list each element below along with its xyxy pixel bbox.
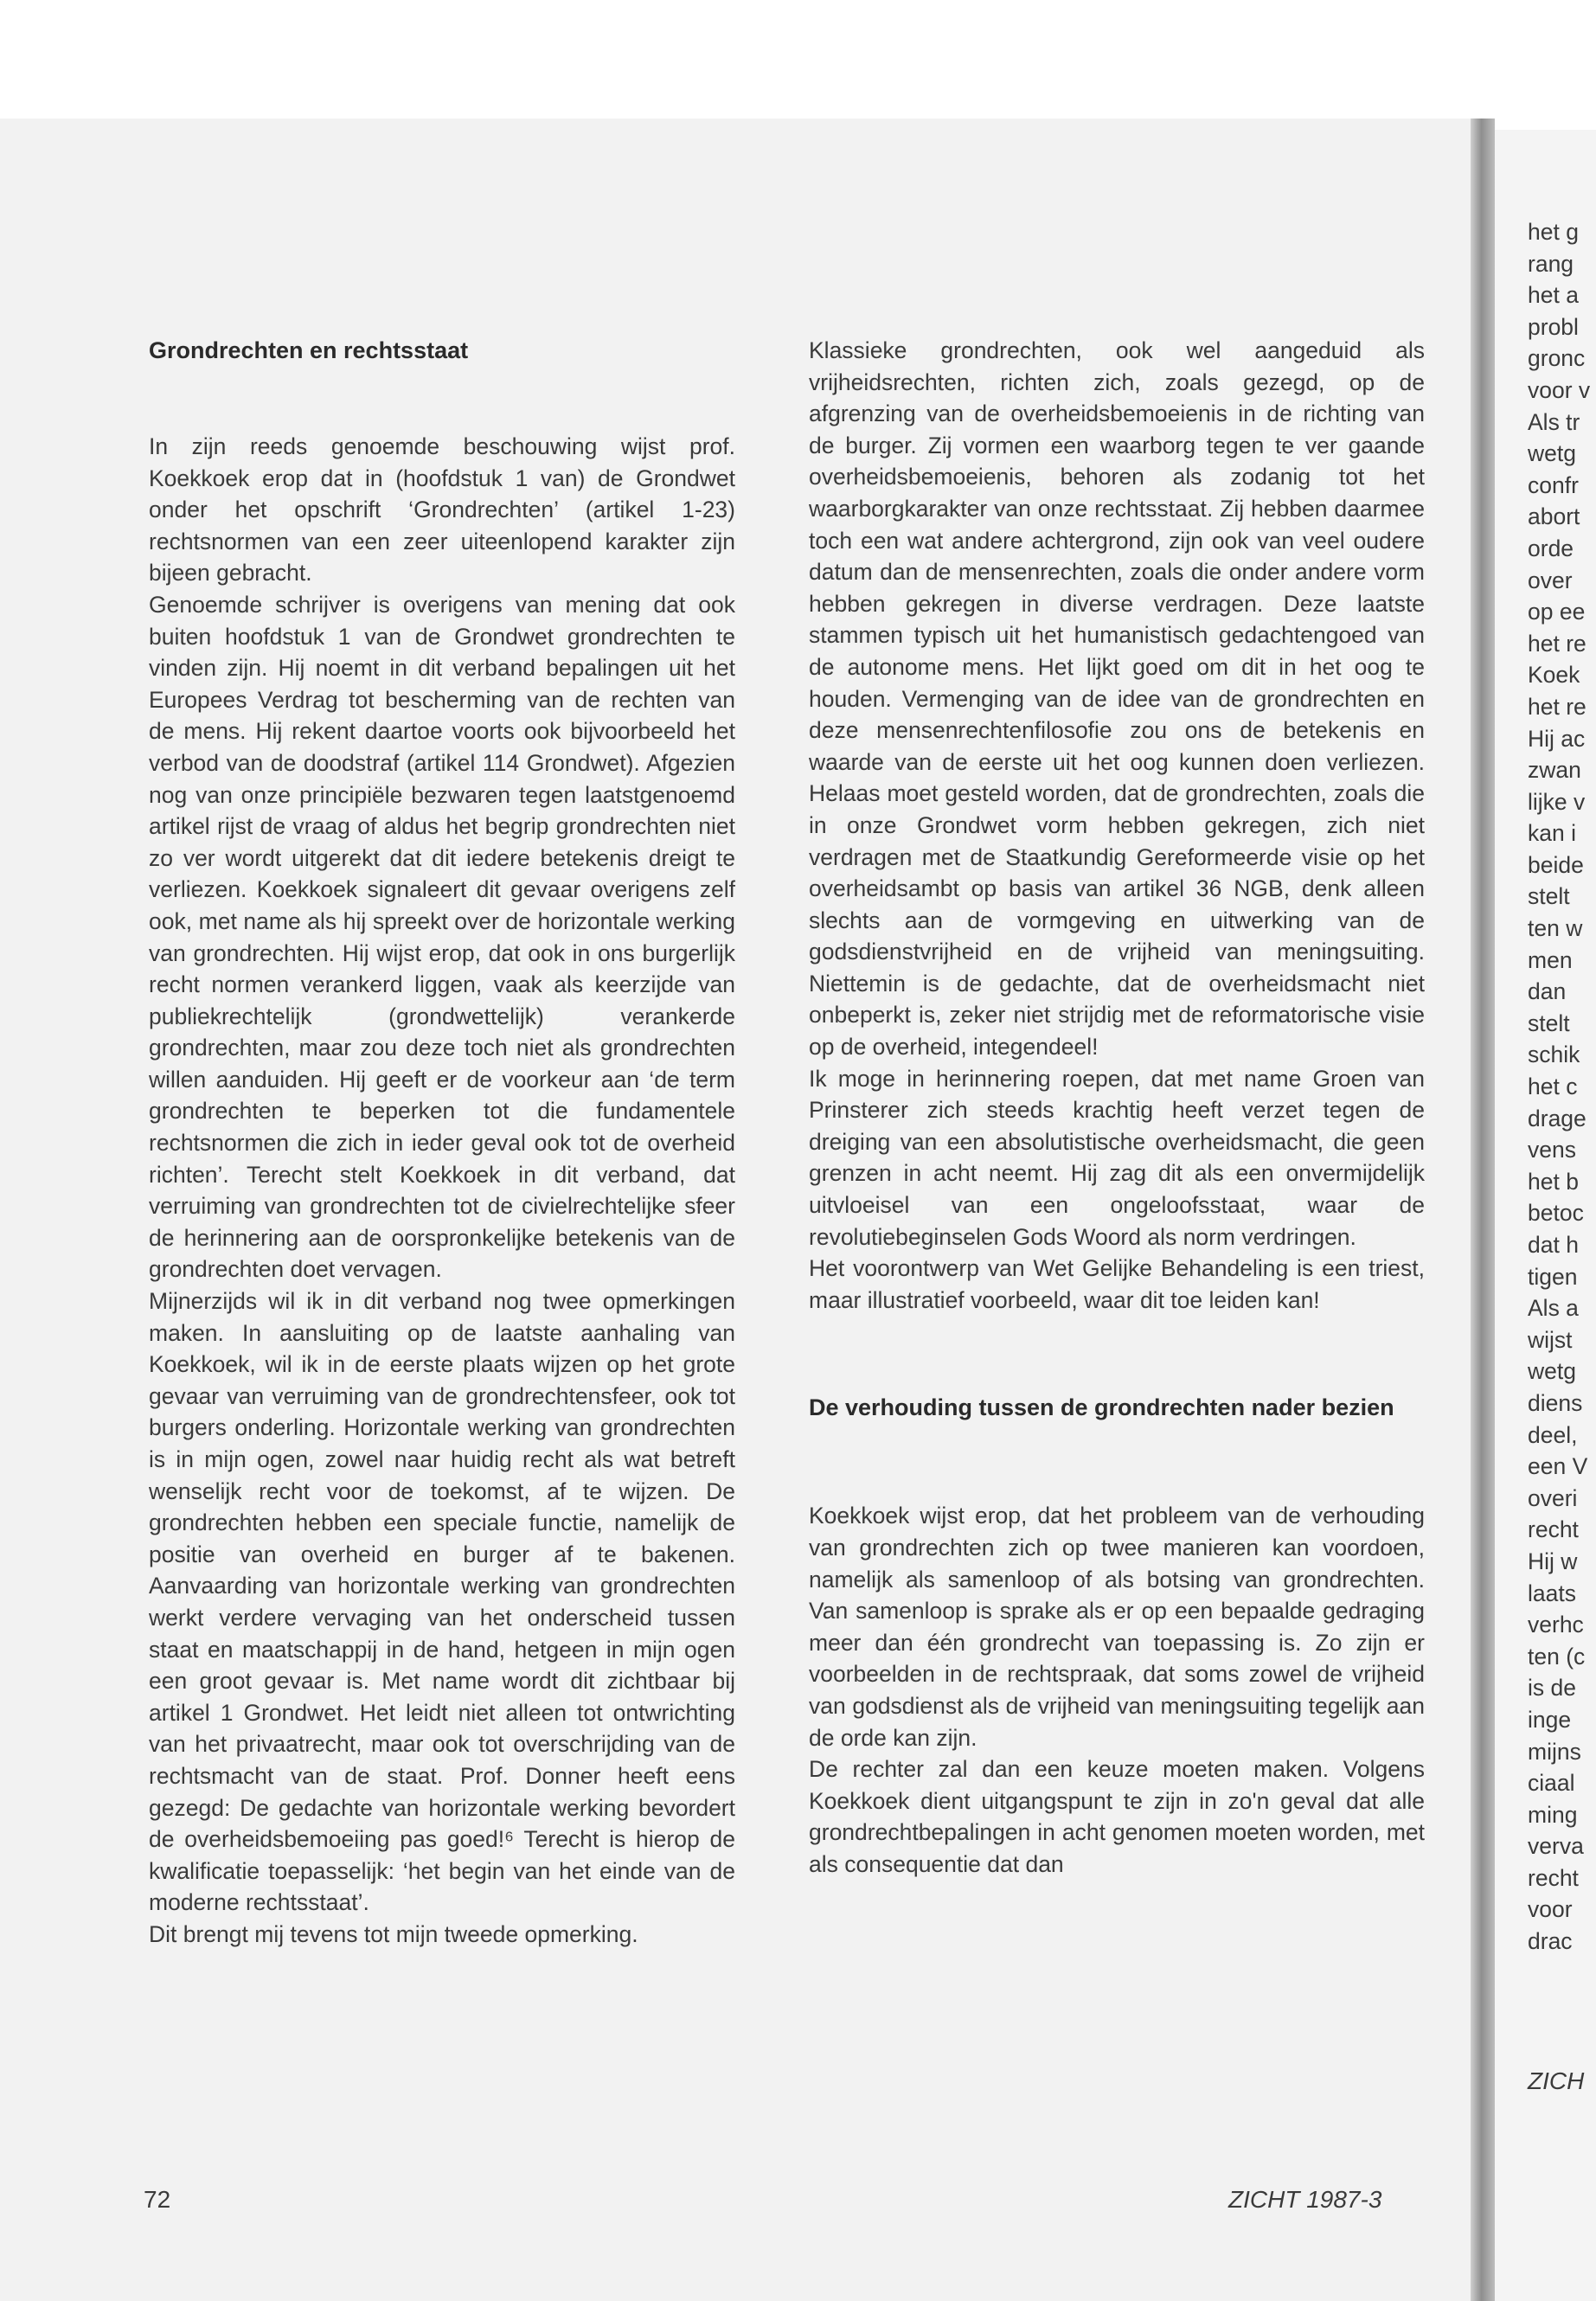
text-fragment: orde <box>1528 535 1574 561</box>
text-fragment: het a <box>1528 282 1579 309</box>
magazine-page-right-cropped <box>1495 130 1596 2301</box>
text-fragment: drage <box>1528 1105 1586 1131</box>
paragraph: Dit brengt mij tevens tot mijn tweede opmerking. <box>149 1920 638 1947</box>
left-column <box>149 335 735 1951</box>
text-fragment: het g <box>1528 219 1579 245</box>
text-fragment: zwan <box>1528 757 1581 784</box>
text-fragment: recht <box>1528 1516 1579 1543</box>
text-fragment: deel, <box>1528 1421 1578 1448</box>
text-fragment: voor v <box>1528 376 1591 403</box>
text-fragment: ten (c <box>1528 1643 1586 1670</box>
text-fragment: voor <box>1528 1896 1573 1923</box>
text-fragment: Hij w <box>1528 1548 1578 1574</box>
paragraph: Mijnerzijds wil ik in dit verband nog twee opmerkingen maken. In aansluiting op de laatste aanhaling van Koekkoek, wil ik in de eerste plaats wijzen op het grote gevaar van verruiming van de grondrechtensfeer, ook tot burgers onderling. Horizontale werking van grondrechten is in mijn ogen, zowel naar huidig recht als wat betreft wenselijk recht voor de toekomst, af te wijzen. De grondrechten hebben een speciale functie, namelijk de positie van overheid en burger af te bakenen. Aanvaarding van horizontale werking van grondrechten werkt verdere vervaging van het onderscheid tussen staat en maatschappij in de hand, hetgeen in mijn ogen een groot gevaar is. Met name wordt dit zichtbaar bij artikel 1 Grondwet. Het leidt niet alleen tot ontwrichting van het privaatrecht, maar ook tot overschrijding van de rechtsmacht van de staat. Prof. Donner heeft eens gezegd: De gedachte van horizontale werking bevordert de overheidsbemoeiing pas goed!⁶ Terecht is hierop de kwalificatie toepasselijk: ‘het begin van het einde van de moderne rechtsstaat’. <box>149 1288 735 1916</box>
text-fragment: mijns <box>1528 1738 1581 1765</box>
text-fragment: Hij ac <box>1528 725 1586 752</box>
text-fragment: dat h <box>1528 1232 1579 1258</box>
text-fragment: gronc <box>1528 345 1586 372</box>
next-page-text-fragments <box>1528 216 1590 1958</box>
text-fragment: het b <box>1528 1168 1579 1195</box>
text-fragment: ming <box>1528 1801 1578 1828</box>
text-fragment: confr <box>1528 471 1579 498</box>
text-fragment: verva <box>1528 1833 1584 1860</box>
text-fragment: kan i <box>1528 820 1576 847</box>
text-fragment: stelt <box>1528 883 1570 910</box>
text-fragment: rang <box>1528 250 1574 277</box>
text-fragment: het re <box>1528 693 1586 720</box>
text-fragment: dan <box>1528 978 1567 1005</box>
section-heading-verhouding: De verhouding tussen de grondrechten nader bezien <box>809 1394 1394 1421</box>
text-fragment: vens <box>1528 1137 1576 1163</box>
text-fragment: over <box>1528 567 1573 593</box>
text-fragment: op ee <box>1528 599 1586 625</box>
paragraph: Ik moge in herinnering roepen, dat met name Groen van Prinsterer zich steeds krachtig heeft verzet tegen de dreiging van een absolutistische overheidsmacht, die geen grenzen in acht neemt. Hij zag dit als een onvermijdelijk uitvloeisel van een ongeloofsstaat, waar de revolutiebeginselen Gods Woord als norm verdringen. <box>809 1065 1425 1250</box>
paragraph: De rechter zal dan een keuze moeten maken. Volgens Koekkoek dient uitgangspunt te zijn in zo'n geval dat alle grondrechtbepalingen in acht genomen moeten worden, met als consequentie dat dan <box>809 1756 1425 1877</box>
text-fragment: abort <box>1528 503 1580 530</box>
paragraph: Klassieke grondrechten, ook wel aangeduid als vrijheidsrechten, richten zich, zoals gezegd, op de afgrenzing van de overheidsbemoeienis in de richting van de burger. Zij vormen een waarborg tegen te ver gaande overheidsbemoeienis, behoren als zodanig tot het waarborgkarakter van onze rechtsstaat. Zij hebben daarmee toch een wat andere achtergrond, zijn ook van veel oudere datum dan de mensenrechten, zoals die onder andere vorm hebben gekregen in diverse verdragen. Deze laatste stammen typisch uit het humanistisch gedachtengoed van de autonome mens. Het lijkt goed om dit in het oog te houden. Vermenging van de idee van de grondrechten en deze mensenrechtenfilosofie zou ons de betekenis en waarde van de eerste uit het oog kunnen doen verliezen. Helaas moet gesteld worden, dat de grondrechten, zoals die in onze Grondwet vorm hebben gekregen, zich niet verdragen met de Staatkundig Gereformeerde visie op het overheidsambt op basis van artikel 36 NGB, denk alleen slechts aan de vormgeving en uitwerking van de godsdienstvrijheid en de vrijheid van meningsuiting. Niettemin is de gedachte, dat de overheidsmacht niet onbeperkt is, zeker niet strijdig met de reformatorische visie op de overheid, integendeel! <box>809 337 1425 1061</box>
text-fragment: ciaal <box>1528 1770 1575 1797</box>
text-fragment: recht <box>1528 1864 1579 1891</box>
book-spine <box>1471 119 1495 2301</box>
text-fragment: verhc <box>1528 1612 1584 1638</box>
text-fragment: ten w <box>1528 915 1583 942</box>
text-fragment: betoc <box>1528 1200 1584 1227</box>
text-fragment: Koek <box>1528 662 1580 689</box>
text-fragment: een V <box>1528 1453 1588 1480</box>
text-fragment: laats <box>1528 1580 1576 1606</box>
journal-issue-footer: ZICHT 1987-3 <box>1228 2186 1382 2213</box>
text-fragment: tigen <box>1528 1263 1578 1290</box>
paragraph: In zijn reeds genoemde beschouwing wijst prof. Koekkoek erop dat in (hoofdstuk 1 van) de Grondwet onder het opschrift ‘Grondrechten’ (artikel 1-23) rechtsnormen van een zeer uiteenlopend karakter zijn bijeen gebracht. <box>149 433 735 586</box>
right-column <box>809 335 1425 1881</box>
text-fragment: is de <box>1528 1675 1576 1702</box>
text-fragment: probl <box>1528 313 1579 340</box>
text-fragment: schik <box>1528 1042 1580 1068</box>
text-fragment: het re <box>1528 630 1586 657</box>
text-fragment: Als tr <box>1528 408 1580 435</box>
text-fragment: wetg <box>1528 440 1576 467</box>
text-fragment: stelt <box>1528 1009 1570 1036</box>
magazine-page-left <box>0 119 1471 2301</box>
text-fragment: men <box>1528 946 1573 973</box>
text-fragment: lijke v <box>1528 788 1586 815</box>
text-fragment: beide <box>1528 851 1584 878</box>
next-page-footer: ZICH <box>1528 2067 1585 2094</box>
text-fragment: wijst <box>1528 1326 1573 1353</box>
paragraph: Koekkoek wijst erop, dat het probleem van de verhouding van grondrechten zich op twee manieren kan voordoen, namelijk als samenloop of als botsing van grondrechten. Van samenloop is sprake als er op een bepaalde gedraging meer dan één grondrecht van toepassing is. Zo zijn er voorbeelden in de rechtspraak, dat soms zowel de vrijheid van godsdienst als de vrijheid van meningsuiting tegelijk aan de orde kan zijn. <box>809 1503 1425 1751</box>
text-fragment: drac <box>1528 1928 1573 1955</box>
section-heading-grondrechten: Grondrechten en rechtsstaat <box>149 337 469 363</box>
paragraph: Genoemde schrijver is overigens van mening dat ook buiten hoofdstuk 1 van de Grondwet grondrechten te vinden zijn. Hij noemt in dit verband bepalingen uit het Europees Verdrag tot bescherming van de rechten van de mens. Hij rekent daartoe voorts ook bijvoorbeeld het verbod van de doodstraf (artikel 114 Grondwet). Afgezien nog van onze principiële bezwaren tegen laatstgenoemd artikel rijst de vraag of aldus het begrip grondrechten niet zo ver wordt uitgerekt dat dit iedere betekenis dreigt te verliezen. Koekkoek signaleert dit gevaar overigens zelf ook, met name als hij spreekt over de horizontale werking van grondrechten. Hij wijst erop, dat ook in ons burgerlijk recht normen verankerd liggen, vaak als keerzijde van publiekrechtelijk (grondwettelijk) verankerde grondrechten, maar zou deze toch niet als grondrechten willen aanduiden. Hij geeft er de voorkeur aan ‘de term grondrechten te beperken tot die fundamentele rechtsnormen die zich in ieder geval ook tot de overheid richten’. Terecht stelt Koekkoek in dit verband, dat verruiming van grondrechten tot de civielrechtelijke sfeer de herinnering aan de oorspronkelijke betekenis van de grondrechten doet vervagen. <box>149 591 735 1283</box>
text-fragment: Als a <box>1528 1295 1579 1322</box>
page-number: 72 <box>144 2186 171 2213</box>
text-fragment: overi <box>1528 1484 1578 1511</box>
text-fragment: wetg <box>1528 1358 1576 1385</box>
paragraph: Het voorontwerp van Wet Gelijke Behandeling is een triest, maar illustratief voorbeeld, waar dit toe leiden kan! <box>809 1255 1425 1313</box>
text-fragment: diens <box>1528 1389 1583 1416</box>
text-fragment: inge <box>1528 1706 1572 1733</box>
text-fragment: het c <box>1528 1074 1578 1100</box>
